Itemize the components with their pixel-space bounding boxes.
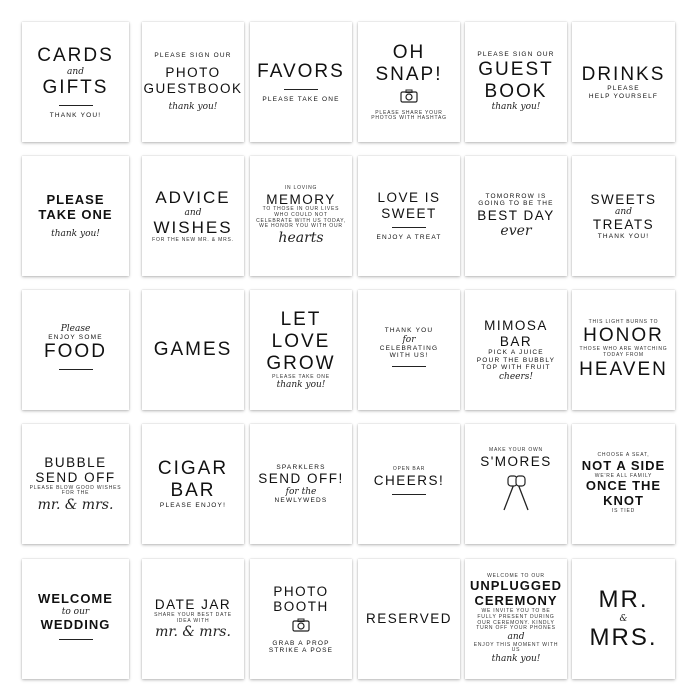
sign-text: SPARKLERS <box>276 463 326 471</box>
sign-text: THANK YOU! <box>597 232 650 240</box>
sign-card <box>358 424 460 544</box>
sign-text: and <box>184 207 202 218</box>
sign-text: RESERVED <box>365 611 453 627</box>
sign-text: PLEASE SIGN OUR <box>154 51 232 59</box>
sign-text: PHOTO <box>273 583 329 599</box>
sign-text: OH <box>392 41 426 63</box>
sign-card <box>250 22 352 142</box>
sign-text: PLEASE <box>607 85 640 93</box>
sign-text: BOOK <box>484 80 548 102</box>
sign-text: NOT A SIDE <box>581 457 666 473</box>
sign-text: PHOTO <box>165 65 221 81</box>
sign-text: and <box>507 632 525 643</box>
sign-text: BAR <box>170 480 216 502</box>
sign-text: hearts <box>278 230 324 247</box>
camera-icon <box>400 89 418 108</box>
sign-text: SNAP! <box>375 63 443 85</box>
sign-text: thank you! <box>51 228 100 239</box>
sign-text: WELCOME TO OUR <box>487 572 545 579</box>
sign-text: ONCE THE KNOT <box>585 478 662 509</box>
sign-text: POUR THE BUBBLY <box>476 356 556 364</box>
sign-text: GUESTBOOK <box>143 80 243 96</box>
sign-card <box>572 22 675 142</box>
sign-text: CIGAR <box>157 458 229 480</box>
sign-text: WITH US! <box>389 352 429 360</box>
sign-text: WE INVITE YOU TO BE FULLY PRESENT DURING OUR CEREMONY. KINDLY TURN OFF YOUR PHONES <box>476 608 556 632</box>
sign-text: WISHES <box>153 218 233 238</box>
sign-text: PLEASE <box>46 191 105 207</box>
sign-text: Please <box>60 323 91 334</box>
sign-card <box>22 424 129 544</box>
sign-text: ENJOY A TREAT <box>376 234 442 242</box>
sign-text: CHOOSE A SEAT, <box>597 451 650 458</box>
sign-text: PLEASE BLOW GOOD WISHES FOR THE <box>29 484 122 497</box>
sign-text: cheers! <box>498 371 534 382</box>
sign-text: IN LOVING <box>284 184 318 191</box>
sign-text: STRIKE A POSE <box>268 647 334 655</box>
sign-text: thank you! <box>168 102 218 113</box>
sign-card <box>142 290 244 410</box>
sign-card <box>142 156 244 276</box>
sign-card <box>250 559 352 679</box>
sign-text: thank you! <box>491 654 541 665</box>
sign-card <box>358 559 460 679</box>
sign-card <box>465 424 567 544</box>
sign-text: thank you! <box>491 102 541 113</box>
sign-text: THANK YOU <box>384 327 434 335</box>
sign-text: THIS LIGHT BURNS TO <box>588 318 659 325</box>
sign-text: BOOTH <box>273 599 329 615</box>
sign-text: FAVORS <box>257 60 345 82</box>
sign-card <box>142 559 244 679</box>
sign-text: THANK YOU! <box>49 111 102 119</box>
sign-card <box>465 156 567 276</box>
sign-card <box>22 559 129 679</box>
sign-text: FOOD <box>44 341 107 363</box>
divider-rule <box>59 369 93 370</box>
sign-card <box>250 424 352 544</box>
divider-rule <box>59 105 93 106</box>
divider-rule <box>59 639 93 640</box>
smores-icon <box>496 472 536 517</box>
sign-text: GAMES <box>153 339 233 361</box>
sign-text: LOVE IS <box>377 190 441 206</box>
sign-text: CEREMONY <box>474 593 558 609</box>
sign-text: TREATS <box>592 217 655 233</box>
sign-text: WELCOME <box>38 591 113 607</box>
sign-text: TAKE ONE <box>38 206 113 222</box>
sign-text: UNPLUGGED <box>469 578 563 594</box>
sign-text: PLEASE ENJOY! <box>159 502 227 510</box>
sign-card <box>465 22 567 142</box>
sign-text: MRS. <box>589 624 658 652</box>
sign-text: HONOR <box>583 325 664 347</box>
sign-text: NEWLYWEDS <box>274 496 328 504</box>
sign-text: THOSE WHO ARE WATCHING TODAY FROM <box>579 346 668 358</box>
camera-icon <box>292 618 310 637</box>
sign-text: for the <box>285 486 317 497</box>
sign-text: ENJOY THIS MOMENT WITH US <box>473 641 559 654</box>
divider-rule <box>284 89 318 90</box>
sign-text: IS TIED <box>611 508 635 515</box>
sign-text: PLEASE SHARE YOUR PHOTOS WITH HASHTAG <box>371 109 447 122</box>
sign-text: MR. <box>598 586 649 614</box>
sign-text: ADVICE <box>155 188 231 208</box>
sign-text: TOP WITH FRUIT <box>481 364 551 372</box>
sign-text: WE'RE ALL FAMILY <box>594 472 653 479</box>
sign-card <box>572 156 675 276</box>
sign-text: LOVE <box>271 331 331 353</box>
sign-card <box>22 156 129 276</box>
sign-text: mr. & mrs. <box>155 624 231 641</box>
sign-text: SEND OFF! <box>258 471 344 487</box>
sign-card <box>358 22 460 142</box>
sign-text: BEST DAY <box>477 207 555 223</box>
sign-card <box>22 290 129 410</box>
sign-card <box>358 156 460 276</box>
sign-text: OPEN BAR <box>392 465 426 472</box>
sign-text: HELP YOURSELF <box>588 92 659 100</box>
sign-text: BUBBLE <box>44 454 107 470</box>
sign-text: FOR THE NEW MR. & MRS. <box>152 236 234 243</box>
sign-text: PICK A JUICE <box>488 349 544 357</box>
sign-text: CARDS <box>37 44 114 66</box>
sign-text: PLEASE TAKE ONE <box>272 373 330 380</box>
sign-text: for <box>402 334 416 345</box>
sign-text: CELEBRATING <box>379 344 439 352</box>
sign-card <box>465 559 567 679</box>
sign-text: thank you! <box>276 380 326 391</box>
sign-card <box>358 290 460 410</box>
sign-text: TOMORROW IS GOING TO BE THE <box>478 192 554 208</box>
sign-card <box>572 290 675 410</box>
sign-text: MEMORY <box>266 191 336 207</box>
sign-text: and <box>67 66 84 77</box>
sign-text: ever <box>500 223 532 240</box>
sign-text: & <box>619 613 628 624</box>
sign-text: SEND OFF <box>35 470 116 486</box>
sign-text: SWEETS <box>590 191 657 207</box>
sign-text: MIMOSA <box>484 318 548 334</box>
sign-text: DRINKS <box>581 63 666 85</box>
sign-card <box>250 290 352 410</box>
sign-text: HEAVEN <box>579 358 668 380</box>
sign-card <box>465 290 567 410</box>
sign-text: TO THOSE IN OUR LIVES WHO COULD NOT CELEBRATE WITH US TODAY, WE HONOR YOU WITH OUR <box>256 206 346 230</box>
sign-card <box>572 559 675 679</box>
sign-text: GROW <box>266 352 336 374</box>
sign-text: DATE JAR <box>154 597 232 613</box>
sign-text: ENJOY SOME <box>48 334 103 342</box>
sign-text: S'MORES <box>480 453 552 469</box>
sign-card <box>572 424 675 544</box>
sign-text: to our <box>61 607 90 618</box>
sign-text: GUEST <box>478 58 554 80</box>
sign-text: SHARE YOUR BEST DATE IDEA WITH <box>154 611 232 624</box>
sign-text: GIFTS <box>42 76 109 98</box>
sign-text: PLEASE TAKE ONE <box>262 95 340 103</box>
sign-text: and <box>615 207 632 218</box>
sign-card <box>142 424 244 544</box>
sign-text: SWEET <box>381 205 437 221</box>
divider-rule <box>392 366 426 367</box>
sign-card <box>142 22 244 142</box>
sign-text: BAR <box>499 333 533 349</box>
sign-card <box>22 22 129 142</box>
sign-text: PLEASE SIGN OUR <box>477 51 555 59</box>
sign-text: MAKE YOUR OWN <box>489 446 543 453</box>
sign-text: WEDDING <box>40 616 111 632</box>
divider-rule <box>392 494 426 495</box>
sign-text: LET <box>280 309 322 331</box>
sign-text: mr. & mrs. <box>37 497 114 514</box>
sign-text: GRAB A PROP <box>272 639 330 647</box>
sign-text: CHEERS! <box>373 472 445 488</box>
sign-card <box>250 156 352 276</box>
divider-rule <box>392 227 426 228</box>
